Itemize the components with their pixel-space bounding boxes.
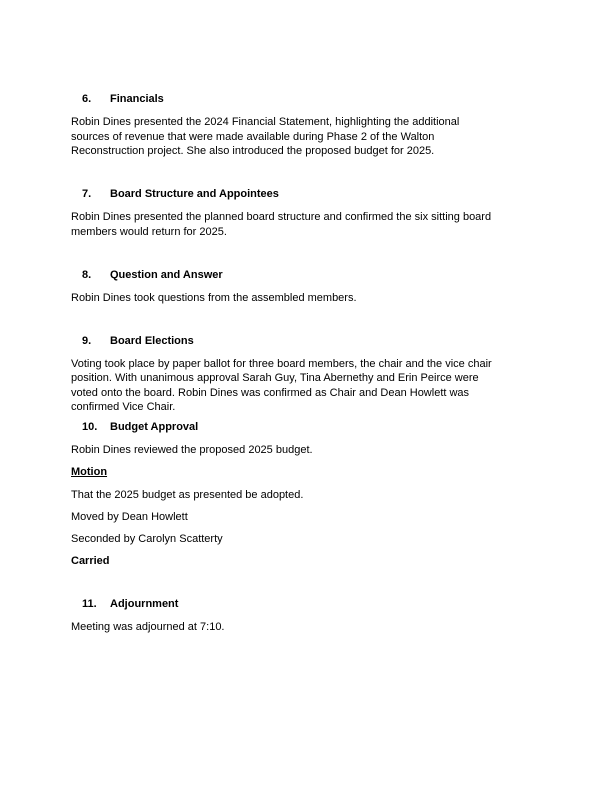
section-9-number: 9. [82,334,92,347]
motion-label: Motion [71,466,108,479]
section-9-paragraph: Voting took place by paper ballot for three board members, the chair and the vice chair position. With unanimous approval Sarah Guy, Tina Abernethy and Erin Peirce were voted onto the board. Robin Dines was confirmed as Chair and Dean Howlett was confirmed Vice Chair. [71,357,492,413]
section-9-title: Board Elections [110,334,194,347]
minutes-content [71,0,551,643]
section-7-paragraph: Robin Dines presented the planned board structure and confirmed the six sitting board members would return for 2025. [71,211,492,238]
section-11-number: 11. [82,598,97,611]
motion-text: That the 2025 budget as presented be adopted. [71,488,304,501]
section-7-title: Board Structure and Appointees [110,188,279,200]
section-9-heading [71,334,551,349]
moved-by-line: Moved by Dean Howlett [71,510,188,523]
section-6-heading [71,92,551,107]
section-11-heading [71,597,551,612]
section-7-heading [71,187,551,202]
section-8-number: 8. [82,268,92,281]
seconded-by-line: Seconded by Carolyn Scatterty [71,533,223,546]
section-6-title: Financials [110,93,164,105]
section-10-number: 10. [82,421,98,433]
section-10-intro: Robin Dines reviewed the proposed 2025 budget. [71,444,313,456]
section-10-heading [71,420,551,435]
section-11-title: Adjournment [110,598,179,611]
section-6-number: 6. [82,93,92,105]
section-8-title: Question and Answer [110,268,223,281]
section-7-number: 7. [82,188,92,200]
motion-result: Carried [71,555,110,568]
section-6-paragraph: Robin Dines presented the 2024 Financial Statement, highlighting the additional sources of revenue that were made available during Phase 2 of the Walton Reconstruction project. She also introduced the proposed budget for 2025. [71,116,460,157]
section-8-heading [71,268,551,283]
section-8-paragraph: Robin Dines took questions from the assembled members. [71,291,357,304]
section-11-paragraph: Meeting was adjourned at 7:10. [71,621,225,634]
section-10-title: Budget Approval [110,421,199,433]
